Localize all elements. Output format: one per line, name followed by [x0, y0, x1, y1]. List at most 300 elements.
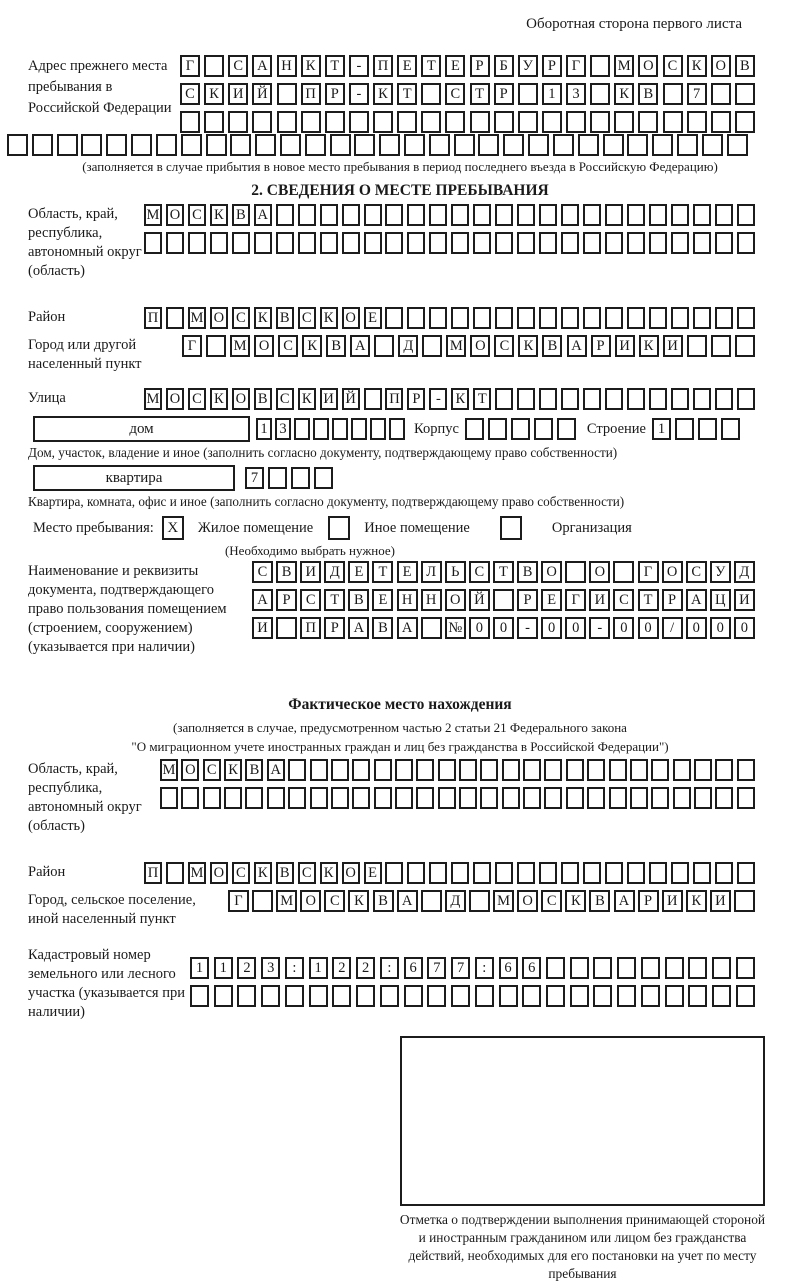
char-cell[interactable]	[630, 787, 648, 809]
char-cell[interactable]: Н	[397, 589, 418, 611]
char-cell[interactable]: Е	[445, 55, 465, 77]
char-cell[interactable]: 1	[256, 418, 272, 440]
char-cell[interactable]: К	[451, 388, 469, 410]
char-cell[interactable]: К	[320, 862, 338, 884]
char-cell[interactable]: М	[614, 55, 634, 77]
char-cell[interactable]	[364, 232, 382, 254]
char-cell[interactable]: А	[350, 335, 370, 357]
char-cell[interactable]	[451, 204, 469, 226]
char-cell[interactable]: А	[397, 617, 418, 639]
char-cell[interactable]: П	[373, 55, 393, 77]
char-cell[interactable]: 6	[522, 957, 541, 979]
char-cell[interactable]: И	[615, 335, 635, 357]
char-cell[interactable]	[712, 957, 731, 979]
char-cell[interactable]: Т	[421, 55, 441, 77]
char-cell[interactable]: 0	[565, 617, 586, 639]
char-cell[interactable]: А	[252, 55, 272, 77]
char-cell[interactable]	[649, 388, 667, 410]
char-cell[interactable]	[651, 787, 669, 809]
char-cell[interactable]	[288, 787, 306, 809]
char-cell[interactable]	[517, 307, 535, 329]
char-cell[interactable]	[671, 388, 689, 410]
char-cell[interactable]	[652, 134, 673, 156]
char-cell[interactable]	[459, 787, 477, 809]
char-cell[interactable]	[320, 232, 338, 254]
char-cell[interactable]: Д	[445, 890, 466, 912]
char-cell[interactable]	[230, 134, 251, 156]
char-cell[interactable]	[712, 985, 731, 1007]
char-cell[interactable]	[539, 388, 557, 410]
char-cell[interactable]: Р	[325, 83, 345, 105]
char-cell[interactable]: В	[372, 617, 393, 639]
char-cell[interactable]	[421, 111, 441, 133]
char-cell[interactable]	[605, 388, 623, 410]
char-cell[interactable]: К	[224, 759, 242, 781]
char-cell[interactable]	[503, 134, 524, 156]
char-cell[interactable]	[480, 759, 498, 781]
char-cell[interactable]	[671, 232, 689, 254]
char-cell[interactable]: Т	[493, 561, 514, 583]
char-cell[interactable]: М	[144, 388, 162, 410]
char-cell[interactable]: Д	[398, 335, 418, 357]
char-cell[interactable]	[488, 418, 507, 440]
char-cell[interactable]	[593, 985, 612, 1007]
char-cell[interactable]: С	[232, 862, 250, 884]
char-cell[interactable]: М	[276, 890, 297, 912]
char-cell[interactable]	[561, 204, 579, 226]
char-cell[interactable]: Е	[372, 589, 393, 611]
char-cell[interactable]: И	[662, 890, 683, 912]
char-cell[interactable]	[561, 232, 579, 254]
char-cell[interactable]: И	[663, 335, 683, 357]
char-cell[interactable]	[553, 134, 574, 156]
char-cell[interactable]	[649, 204, 667, 226]
char-cell[interactable]: 2	[356, 957, 375, 979]
char-cell[interactable]: И	[589, 589, 610, 611]
char-cell[interactable]	[356, 985, 375, 1007]
char-cell[interactable]: К	[687, 55, 707, 77]
char-cell[interactable]	[7, 134, 28, 156]
char-cell[interactable]	[493, 589, 514, 611]
char-cell[interactable]	[561, 862, 579, 884]
char-cell[interactable]	[313, 418, 329, 440]
char-cell[interactable]: К	[348, 890, 369, 912]
char-cell[interactable]	[404, 134, 425, 156]
char-cell[interactable]: В	[326, 335, 346, 357]
char-cell[interactable]: П	[301, 83, 321, 105]
char-cell[interactable]	[565, 561, 586, 583]
char-cell[interactable]	[630, 759, 648, 781]
char-cell[interactable]	[544, 759, 562, 781]
char-cell[interactable]	[570, 957, 589, 979]
char-cell[interactable]: С	[324, 890, 345, 912]
char-cell[interactable]	[298, 232, 316, 254]
char-cell[interactable]	[518, 111, 538, 133]
char-cell[interactable]	[688, 985, 707, 1007]
char-cell[interactable]: О	[181, 759, 199, 781]
char-cell[interactable]: О	[300, 890, 321, 912]
char-cell[interactable]: Г	[182, 335, 202, 357]
char-cell[interactable]	[677, 134, 698, 156]
char-cell[interactable]	[605, 862, 623, 884]
char-cell[interactable]	[181, 134, 202, 156]
char-cell[interactable]	[416, 759, 434, 781]
char-cell[interactable]	[557, 418, 576, 440]
char-cell[interactable]: А	[348, 617, 369, 639]
char-cell[interactable]	[665, 985, 684, 1007]
char-cell[interactable]: Т	[470, 83, 490, 105]
char-cell[interactable]: И	[228, 83, 248, 105]
char-cell[interactable]	[395, 759, 413, 781]
char-cell[interactable]: М	[160, 759, 178, 781]
char-cell[interactable]: :	[285, 957, 304, 979]
char-cell[interactable]	[301, 111, 321, 133]
char-cell[interactable]	[711, 335, 731, 357]
char-cell[interactable]: В	[276, 561, 297, 583]
char-cell[interactable]: Р	[517, 589, 538, 611]
char-cell[interactable]: И	[734, 589, 755, 611]
char-cell[interactable]	[546, 957, 565, 979]
char-cell[interactable]	[325, 111, 345, 133]
char-cell[interactable]	[737, 388, 755, 410]
char-cell[interactable]: О	[589, 561, 610, 583]
char-cell[interactable]	[590, 111, 610, 133]
char-cell[interactable]: С	[300, 589, 321, 611]
char-cell[interactable]	[614, 111, 634, 133]
char-cell[interactable]: 0	[469, 617, 490, 639]
char-cell[interactable]	[188, 232, 206, 254]
char-cell[interactable]	[605, 232, 623, 254]
char-cell[interactable]	[407, 307, 425, 329]
char-cell[interactable]	[590, 83, 610, 105]
char-cell[interactable]: Р	[638, 890, 659, 912]
char-cell[interactable]: А	[686, 589, 707, 611]
char-cell[interactable]: 0	[686, 617, 707, 639]
char-cell[interactable]: О	[445, 589, 466, 611]
char-cell[interactable]	[627, 204, 645, 226]
char-cell[interactable]	[523, 759, 541, 781]
char-cell[interactable]: Р	[324, 617, 345, 639]
char-cell[interactable]	[331, 787, 349, 809]
char-cell[interactable]	[721, 418, 740, 440]
char-cell[interactable]	[687, 111, 707, 133]
char-cell[interactable]	[478, 134, 499, 156]
char-cell[interactable]	[305, 134, 326, 156]
char-cell[interactable]	[495, 307, 513, 329]
char-cell[interactable]	[734, 890, 755, 912]
char-cell[interactable]: 3	[261, 957, 280, 979]
char-cell[interactable]: А	[252, 589, 273, 611]
char-cell[interactable]	[351, 418, 367, 440]
char-cell[interactable]	[32, 134, 53, 156]
char-cell[interactable]	[502, 759, 520, 781]
char-cell[interactable]	[641, 985, 660, 1007]
char-cell[interactable]: Е	[348, 561, 369, 583]
char-cell[interactable]	[310, 787, 328, 809]
char-cell[interactable]: Е	[397, 561, 418, 583]
char-cell[interactable]	[617, 957, 636, 979]
char-cell[interactable]: П	[144, 862, 162, 884]
char-cell[interactable]	[429, 862, 447, 884]
char-cell[interactable]	[421, 83, 441, 105]
char-cell[interactable]	[407, 204, 425, 226]
char-cell[interactable]	[475, 985, 494, 1007]
char-cell[interactable]	[638, 111, 658, 133]
char-cell[interactable]	[736, 957, 755, 979]
char-cell[interactable]	[737, 204, 755, 226]
char-cell[interactable]	[583, 307, 601, 329]
char-cell[interactable]: 6	[499, 957, 518, 979]
char-cell[interactable]	[673, 787, 691, 809]
char-cell[interactable]	[385, 307, 403, 329]
char-cell[interactable]	[473, 232, 491, 254]
char-cell[interactable]	[495, 232, 513, 254]
char-cell[interactable]: 3	[275, 418, 291, 440]
char-cell[interactable]: №	[445, 617, 466, 639]
char-cell[interactable]	[578, 134, 599, 156]
char-cell[interactable]: Р	[494, 83, 514, 105]
char-cell[interactable]: В	[589, 890, 610, 912]
char-cell[interactable]	[737, 232, 755, 254]
char-cell[interactable]: Л	[421, 561, 442, 583]
char-cell[interactable]: С	[276, 388, 294, 410]
char-cell[interactable]	[385, 204, 403, 226]
char-cell[interactable]	[715, 388, 733, 410]
char-cell[interactable]	[276, 617, 297, 639]
char-cell[interactable]: 1	[542, 83, 562, 105]
char-cell[interactable]: Ь	[445, 561, 466, 583]
char-cell[interactable]: С	[469, 561, 490, 583]
char-cell[interactable]: С	[252, 561, 273, 583]
char-cell[interactable]: 3	[566, 83, 586, 105]
char-cell[interactable]: О	[210, 862, 228, 884]
char-cell[interactable]	[511, 418, 530, 440]
char-cell[interactable]	[593, 957, 612, 979]
char-cell[interactable]	[693, 232, 711, 254]
char-cell[interactable]	[429, 307, 447, 329]
char-cell[interactable]	[332, 985, 351, 1007]
char-cell[interactable]: Й	[342, 388, 360, 410]
char-cell[interactable]	[429, 232, 447, 254]
char-cell[interactable]: О	[166, 204, 184, 226]
char-cell[interactable]: 1	[309, 957, 328, 979]
char-cell[interactable]	[737, 862, 755, 884]
char-cell[interactable]	[702, 134, 723, 156]
char-cell[interactable]: П	[144, 307, 162, 329]
char-cell[interactable]: Г	[228, 890, 249, 912]
char-cell[interactable]: О	[470, 335, 490, 357]
char-cell[interactable]	[314, 467, 333, 489]
char-cell[interactable]: Е	[364, 307, 382, 329]
char-cell[interactable]	[671, 862, 689, 884]
char-cell[interactable]	[609, 787, 627, 809]
char-cell[interactable]: 6	[404, 957, 423, 979]
char-cell[interactable]	[232, 232, 250, 254]
char-cell[interactable]: В	[276, 862, 294, 884]
char-cell[interactable]: К	[614, 83, 634, 105]
char-cell[interactable]	[587, 787, 605, 809]
char-cell[interactable]	[693, 204, 711, 226]
char-cell[interactable]	[379, 134, 400, 156]
char-cell[interactable]: К	[254, 862, 272, 884]
char-cell[interactable]	[298, 204, 316, 226]
char-cell[interactable]	[166, 307, 184, 329]
char-cell[interactable]	[539, 232, 557, 254]
char-cell[interactable]: К	[373, 83, 393, 105]
char-cell[interactable]	[354, 134, 375, 156]
char-cell[interactable]	[320, 204, 338, 226]
char-cell[interactable]	[206, 134, 227, 156]
char-cell[interactable]	[364, 388, 382, 410]
char-cell[interactable]: Г	[638, 561, 659, 583]
char-cell[interactable]: 0	[638, 617, 659, 639]
char-cell[interactable]: В	[232, 204, 250, 226]
char-cell[interactable]	[583, 204, 601, 226]
char-cell[interactable]: С	[298, 862, 316, 884]
char-cell[interactable]: М	[188, 862, 206, 884]
char-cell[interactable]: А	[254, 204, 272, 226]
char-cell[interactable]	[166, 232, 184, 254]
char-cell[interactable]	[539, 204, 557, 226]
char-cell[interactable]	[583, 388, 601, 410]
char-cell[interactable]: 0	[710, 617, 731, 639]
char-cell[interactable]	[214, 985, 233, 1007]
char-cell[interactable]	[735, 83, 755, 105]
char-cell[interactable]: С	[494, 335, 514, 357]
char-cell[interactable]	[583, 862, 601, 884]
char-cell[interactable]: О	[638, 55, 658, 77]
char-cell[interactable]: /	[662, 617, 683, 639]
char-cell[interactable]	[294, 418, 310, 440]
char-cell[interactable]	[310, 759, 328, 781]
char-cell[interactable]	[693, 388, 711, 410]
char-cell[interactable]: 0	[734, 617, 755, 639]
char-cell[interactable]	[711, 83, 731, 105]
char-cell[interactable]	[715, 787, 733, 809]
char-cell[interactable]	[566, 759, 584, 781]
char-cell[interactable]: Ц	[710, 589, 731, 611]
char-cell[interactable]	[203, 787, 221, 809]
char-cell[interactable]: Д	[734, 561, 755, 583]
char-cell[interactable]	[694, 787, 712, 809]
char-cell[interactable]: Б	[494, 55, 514, 77]
char-cell[interactable]: О	[254, 335, 274, 357]
char-cell[interactable]: 0	[613, 617, 634, 639]
char-cell[interactable]: Т	[325, 55, 345, 77]
char-cell[interactable]	[473, 862, 491, 884]
char-cell[interactable]: С	[298, 307, 316, 329]
char-cell[interactable]: С	[180, 83, 200, 105]
char-cell[interactable]	[385, 862, 403, 884]
char-cell[interactable]	[561, 307, 579, 329]
char-cell[interactable]	[715, 307, 733, 329]
char-cell[interactable]	[204, 111, 224, 133]
char-cell[interactable]: 0	[493, 617, 514, 639]
char-cell[interactable]	[687, 335, 707, 357]
char-cell[interactable]	[649, 862, 667, 884]
char-cell[interactable]	[181, 787, 199, 809]
char-cell[interactable]	[605, 307, 623, 329]
char-cell[interactable]: У	[518, 55, 538, 77]
char-cell[interactable]: К	[518, 335, 538, 357]
char-cell[interactable]	[698, 418, 717, 440]
char-cell[interactable]	[469, 890, 490, 912]
char-cell[interactable]: Г	[565, 589, 586, 611]
char-cell[interactable]	[495, 388, 513, 410]
char-cell[interactable]: Н	[421, 589, 442, 611]
char-cell[interactable]	[291, 467, 310, 489]
char-cell[interactable]	[445, 111, 465, 133]
char-cell[interactable]	[276, 204, 294, 226]
char-cell[interactable]	[206, 335, 226, 357]
char-cell[interactable]	[429, 204, 447, 226]
char-cell[interactable]: Й	[469, 589, 490, 611]
char-cell[interactable]: О	[166, 388, 184, 410]
char-cell[interactable]	[735, 111, 755, 133]
char-cell[interactable]: Р	[662, 589, 683, 611]
char-cell[interactable]	[427, 985, 446, 1007]
char-cell[interactable]	[374, 787, 392, 809]
char-cell[interactable]: С	[228, 55, 248, 77]
char-cell[interactable]	[309, 985, 328, 1007]
char-cell[interactable]: В	[735, 55, 755, 77]
char-cell[interactable]: С	[188, 204, 206, 226]
char-cell[interactable]: Т	[473, 388, 491, 410]
char-cell[interactable]	[459, 759, 477, 781]
char-cell[interactable]: С	[663, 55, 683, 77]
char-cell[interactable]	[663, 111, 683, 133]
char-cell[interactable]: -	[517, 617, 538, 639]
char-cell[interactable]: Т	[372, 561, 393, 583]
char-cell[interactable]: К	[254, 307, 272, 329]
char-cell[interactable]	[349, 111, 369, 133]
char-cell[interactable]	[737, 787, 755, 809]
char-cell[interactable]: В	[276, 307, 294, 329]
char-cell[interactable]: М	[493, 890, 514, 912]
char-cell[interactable]	[627, 388, 645, 410]
char-cell[interactable]: О	[517, 890, 538, 912]
char-cell[interactable]: В	[245, 759, 263, 781]
char-cell[interactable]	[429, 134, 450, 156]
char-cell[interactable]: О	[662, 561, 683, 583]
char-cell[interactable]	[473, 307, 491, 329]
char-cell[interactable]	[330, 134, 351, 156]
char-cell[interactable]	[546, 985, 565, 1007]
char-cell[interactable]	[228, 111, 248, 133]
char-cell[interactable]: С	[686, 561, 707, 583]
char-cell[interactable]: И	[252, 617, 273, 639]
char-cell[interactable]	[711, 111, 731, 133]
char-cell[interactable]	[494, 111, 514, 133]
char-cell[interactable]	[277, 83, 297, 105]
char-cell[interactable]: К	[204, 83, 224, 105]
char-cell[interactable]	[649, 307, 667, 329]
char-cell[interactable]	[627, 862, 645, 884]
char-cell[interactable]	[627, 232, 645, 254]
char-cell[interactable]: К	[565, 890, 586, 912]
char-cell[interactable]	[613, 561, 634, 583]
char-cell[interactable]: :	[475, 957, 494, 979]
char-cell[interactable]: Н	[277, 55, 297, 77]
char-cell[interactable]: Р	[470, 55, 490, 77]
char-cell[interactable]	[566, 111, 586, 133]
char-cell[interactable]	[451, 985, 470, 1007]
char-cell[interactable]: О	[342, 862, 360, 884]
char-cell[interactable]	[605, 204, 623, 226]
char-cell[interactable]	[385, 232, 403, 254]
char-cell[interactable]	[421, 617, 442, 639]
char-cell[interactable]	[465, 418, 484, 440]
